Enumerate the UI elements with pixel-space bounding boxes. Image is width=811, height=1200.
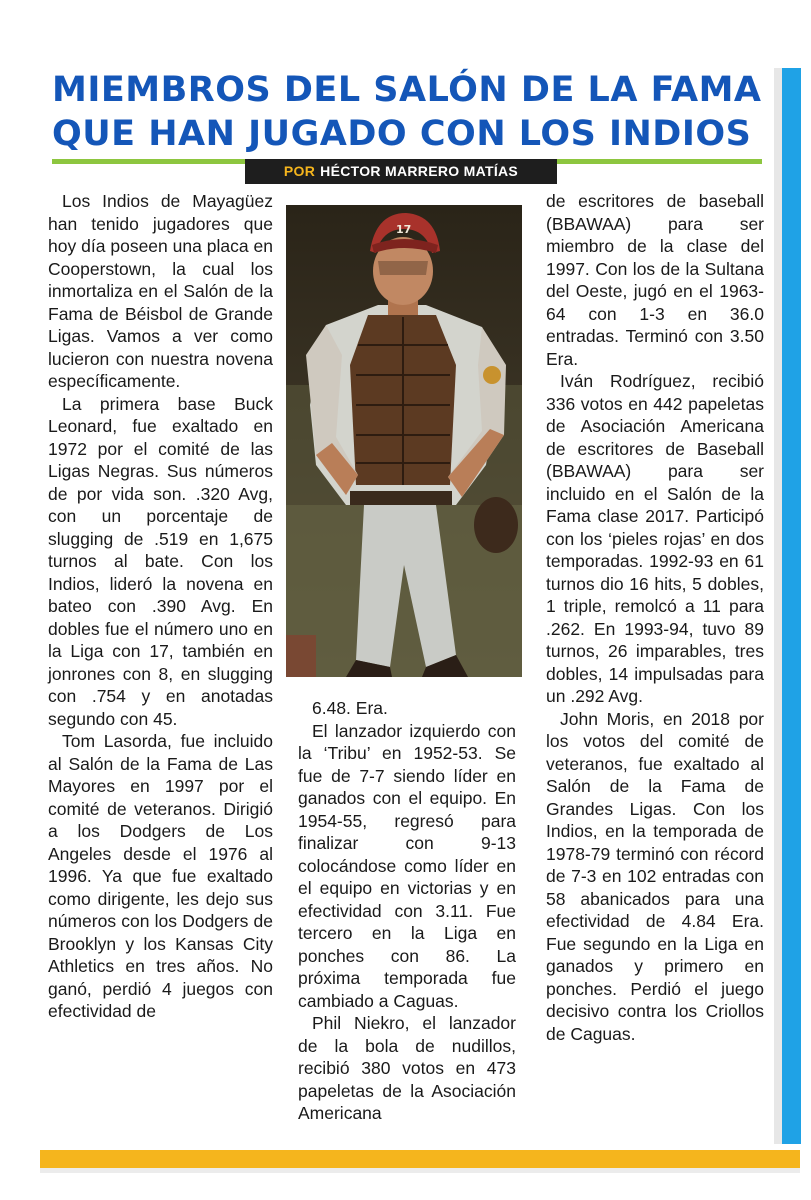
paragraph: El lanzador izquierdo con la ‘Tribu’ en 1952-53. Se fue de 7-7 siendo líder en ganados con el equipo. En 1954-55, regresó para finalizar con 9-13 colocándose como líder en el equipo en victorias y en efectividad con 3.11. Fue tercero en la Liga en ponches con 86. La próxima temporada fue cambiado a Caguas. [298,720,516,1011]
text-column-3 [546,190,764,1045]
catcher-illustration [286,205,522,677]
paragraph: Los Indios de Mayagüez han tenido jugadores que hoy día poseen una placa en Cooperstown, la cual los inmortaliza en el Salón de la Fama de Béisbol de Grande Ligas. Vamos a ver como lucieron con nuestra novena específicamente. [48,191,273,391]
paragraph: Tom Lasorda, fue incluido al Salón de la Fama de Las Mayores en 1997 por el comité de veteranos. Dirigió a los Dodgers de Los Angeles desde el 1976 al 1996. Ya que fue exaltado como dirigente, les dejo sus números con los Dodgers de Brooklyn y los Kansas City Athletics en tres años. No ganó, perdió 4 juegos con efectividad de [48,731,273,1021]
right-accent-bar [782,68,801,1144]
paragraph: Iván Rodríguez, recibió 336 votos en 442 papeletas de Asociación Americana de escritores de Baseball (BBAWAA) para ser incluido en el Salón de la Fama clase 2017. Participó con los ‘pieles rojas’ en dos temporadas. 1992-93 en 61 turnos dio 16 hits, 5 dobles, 1 triple, remolcó a 11 para .262. En 1993-94, tuvo 89 turnos, 26 imparables, tres dobles, 14 impulsadas para un .292 Avg. [546,371,764,706]
right-edge-shadow [774,68,782,1144]
byline-author: HÉCTOR MARRERO MATÍAS [320,163,519,179]
byline-prefix: POR [283,163,316,179]
text-column-1 [48,190,273,1023]
helmet-number: 17 [396,223,412,236]
paragraph: 6.48. Era. [312,698,388,718]
article-title [52,68,772,156]
byline [245,159,557,184]
player-photo [286,205,522,677]
bottom-edge-shadow [40,1168,800,1173]
bottom-accent-bar [40,1150,800,1168]
paragraph: John Moris, en 2018 por los votos del comité de veteranos, fue exaltado al Salón de la Fama de Grandes Ligas. Con los Indios, en la temporada de 1978-79 terminó con récord de 7-3 en 102 entradas con 58 abanicados para una efectividad de 4.84 Era. Fue segundo en la Liga en ganados y primero en ponches. Perdió el juego decisivo contra los Criollos de Caguas. [546,708,764,1044]
paragraph: La primera base Buck Leonard, fue exaltado en 1972 por el comité de las Ligas Negras. Sus números de por vida son. .320 Avg, con un porcentaje de slugging de .519 en 1,675 turnos al bate. Con los Indios, lideró la novena en bateo con .390 Avg. En dobles fue el número uno en la Liga con 17, también en jonrones con 8, en slugging con .754 y en anotadas segundo con 45. [48,393,273,729]
title-line-1: MIEMBROS DEL SALÓN DE LA FAMA [52,70,762,110]
title-line-2: QUE HAN JUGADO CON LOS INDIOS [52,114,752,154]
paragraph: de escritores de baseball (BBAWAA) para ser miembro de la clase del 1997. Con los de la Sultana del Oeste, jugó en el 1963-64 con 1-3 en 36.0 entradas. Terminó con 3.50 Era. [546,191,764,369]
text-column-2 [298,697,516,1125]
paragraph: Phil Niekro, el lanzador de la bola de nudillos, recibió 380 votos en 473 papeletas de la Asociación Americana [298,1013,516,1123]
